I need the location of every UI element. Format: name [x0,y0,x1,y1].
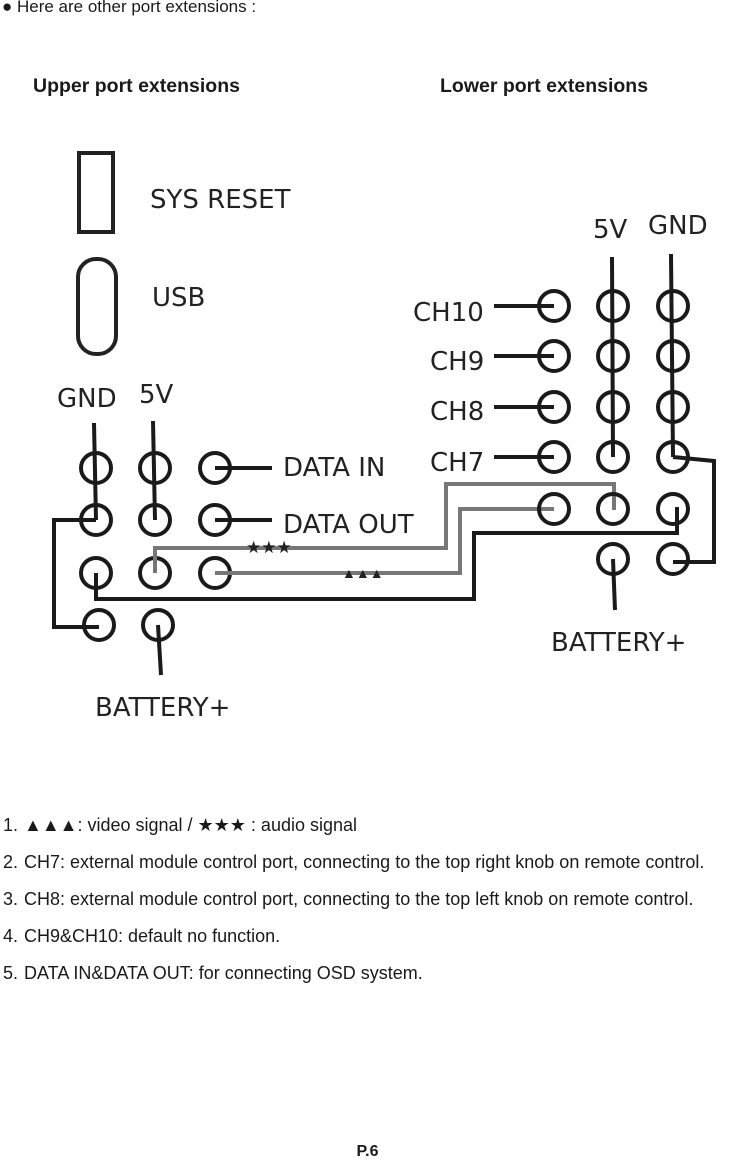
data-out-label: DATA OUT [283,510,414,540]
usb-port [78,259,116,354]
note-number: 4. [3,926,19,946]
lower-port-heading: Lower port extensions [440,75,649,97]
note-item [3,844,735,881]
upper-battery-wire [158,625,161,675]
usb-label: USB [152,283,206,313]
note-item [3,881,735,918]
upper-5v-label: 5V [139,380,174,410]
lower-gnd-label: GND [648,211,708,241]
note-item [3,918,735,955]
intro-text: ● Here are other port extensions : [2,0,257,16]
lower-battery-label: BATTERY+ [551,628,687,658]
note-item [3,807,735,844]
video-marker: ▲▲▲ [342,565,384,581]
note-number: 2. [3,852,19,872]
lower-pin [658,494,688,524]
upper-port-heading: Upper port extensions [33,75,240,97]
upper-gnd-wire [94,423,96,520]
note-number: 3. [3,889,19,909]
sys-reset-switch [79,153,113,232]
ch7-label: CH7 [430,448,485,478]
note-text: CH7: external module control port, connecting to the top right knob on remote control. [24,852,705,872]
lower-5v-label: 5V [593,215,628,245]
upper-gnd-label: GND [57,384,117,414]
note-text: DATA IN&DATA OUT: for connecting OSD system. [24,963,423,983]
lower-gnd-wire [671,254,673,457]
note-item [3,955,735,992]
upper-battery-label: BATTERY+ [95,693,231,723]
note-text: CH8: external module control port, connecting to the top left knob on remote control. [24,889,694,909]
note-text: CH9&CH10: default no function. [24,926,281,946]
upper-5v-wire [153,421,155,520]
lower-5v-wire [612,257,613,457]
lower-pin [658,544,688,574]
page-number: P.6 [356,1143,379,1160]
lower-battery-wire [613,559,615,610]
sys-reset-label: SYS RESET [150,185,291,215]
ch9-label: CH9 [430,347,485,377]
note-number: 5. [3,963,19,983]
note-text: ▲▲▲: video signal / ★★★ : audio signal [24,815,357,835]
audio-marker: ★★★ [246,538,292,557]
notes-list [3,807,735,992]
data-in-label: DATA IN [283,453,386,483]
ch8-label: CH8 [430,397,485,427]
note-number: 1. [3,815,19,835]
ch10-label: CH10 [413,298,484,328]
